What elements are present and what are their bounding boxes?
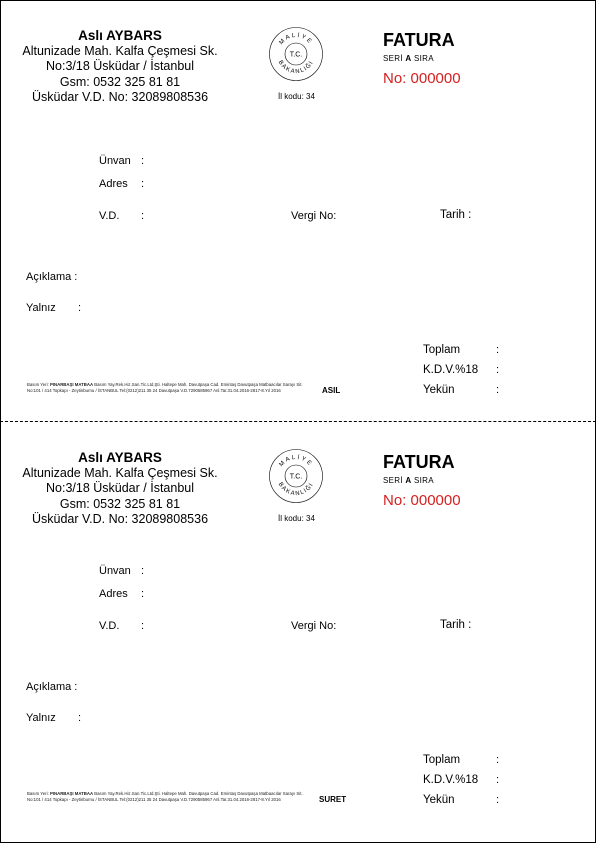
unvan-colon: : [141,565,145,577]
vd-label: V.D. [99,210,120,222]
series-letter: A [405,54,412,63]
issuer-address-line1: Altunizade Mah. Kalfa Çeşmesi Sk. [22,43,218,58]
printer-prefix: Basım Yeri: [27,791,49,796]
issuer-tax: Üsküdar V.D. No: 32089808536 [31,512,209,526]
printer-line1: Basım Yay.Rek.Hiz.San.Tic.Ltd.Şti. Haltepe Mah. Davutpaşa Cad. Emintaş Davutpaşa Matbaacılar Sarayı Sit. [94,382,303,387]
kdv-label: K.D.V.%18 [423,774,479,786]
vergi-no-label: Vergi No: [291,620,337,632]
issuer-name: Aslı AYBARS [78,450,162,465]
printer-line2: No:101 / 414 Topkapı - Zeytinburnu / İSTANBUL Tel:(0212)211 35 24 Davutpaşa V.D.7290585967 Anl.Tar.31.04.2016-2817-8.Yıl 2016 [27,388,281,393]
kdv-label: K.D.V.%18 [423,364,479,376]
vd-label: V.D. [99,620,120,632]
yalniz-label: Yalnız [26,712,56,724]
yekun-colon: : [496,794,500,806]
issuer-phone: Gsm: 0532 325 81 81 [59,496,181,511]
invoice-duplicate [0,422,596,844]
series-prefix: SERİ [383,476,403,485]
series-suffix: SIRA [414,54,434,63]
invoice-number: No: 000000 [383,492,461,509]
svg-text:T.C.: T.C. [289,473,303,481]
invoice-number: No: 000000 [383,70,461,87]
vd-colon: : [141,210,145,222]
toplam-label: Toplam [423,754,461,766]
yekun-label: Yekün [423,384,455,396]
ministry-seal [268,26,324,82]
svg-text:BAKANLIĞI: BAKANLIĞI [276,481,316,498]
issuer-block [0,450,240,528]
unvan-label: Ünvan [99,565,131,577]
yekun-label: Yekün [423,794,455,806]
invoice-title: FATURA [383,452,455,472]
printer-prefix: Basım Yeri: [27,382,49,387]
svg-text:T.C.: T.C. [289,51,303,59]
seal-graphic [268,26,324,82]
printer-line2: No:101 / 414 Topkapı - Zeytinburnu / İSTANBUL Tel:(0212)211 35 24 Davutpaşa V.D.7290585967 Anl.Tar.31.04.2016-2817-8.Yıl 2016 [27,797,281,802]
adres-label: Adres [99,178,128,190]
copy-label-duplicate: SURET [319,795,347,804]
printer-name: PINARBAŞI MATBAA [49,791,94,796]
adres-label: Adres [99,588,128,600]
svg-text:BAKANLIĞI: BAKANLIĞI [276,59,316,76]
issuer-name: Aslı AYBARS [78,28,162,43]
vergi-no-label: Vergi No: [291,210,337,222]
seal-graphic [268,448,324,504]
issuer-block [0,28,240,106]
printer-name: PINARBAŞI MATBAA [49,382,94,387]
vd-colon: : [141,620,145,632]
toplam-colon: : [496,344,500,356]
issuer-phone: Gsm: 0532 325 81 81 [59,74,181,89]
tarih-label: Tarih : [440,209,472,221]
printer-line1: Basım Yay.Rek.Hiz.San.Tic.Ltd.Şti. Haltepe Mah. Davutpaşa Cad. Emintaş Davutpaşa Matbaacılar Sarayı Sit. [94,791,303,796]
yekun-colon: : [496,384,500,396]
kdv-colon: : [496,774,500,786]
kdv-colon: : [496,364,500,376]
aciklama-label: Açıklama : [26,271,78,283]
tarih-label: Tarih : [440,619,472,631]
unvan-label: Ünvan [99,155,131,167]
unvan-colon: : [141,155,145,167]
yalniz-colon: : [78,302,82,314]
invoice-series [383,54,434,63]
yalniz-label: Yalnız [26,302,56,314]
aciklama-label: Açıklama : [26,681,78,693]
ministry-seal [268,448,324,504]
toplam-colon: : [496,754,500,766]
adres-colon: : [141,588,145,600]
il-kodu: İl kodu: 34 [278,514,315,523]
invoice-series [383,476,434,485]
yalniz-colon: : [78,712,82,724]
series-suffix: SIRA [414,476,434,485]
issuer-address-line1: Altunizade Mah. Kalfa Çeşmesi Sk. [22,465,218,480]
adres-colon: : [141,178,145,190]
series-prefix: SERİ [383,54,403,63]
toplam-label: Toplam [423,344,461,356]
svg-text:MALİYE: MALİYE [278,32,314,47]
invoice-title: FATURA [383,30,455,50]
issuer-address-line2: No:3/18 Üsküdar / İstanbul [46,481,194,495]
printer-imprint [27,791,303,803]
series-letter: A [405,476,412,485]
printer-imprint [27,382,303,394]
issuer-address-line2: No:3/18 Üsküdar / İstanbul [46,59,194,73]
svg-text:MALİYE: MALİYE [278,454,314,469]
il-kodu: İl kodu: 34 [278,92,315,101]
copy-label-original: ASIL [322,386,341,395]
issuer-tax: Üsküdar V.D. No: 32089808536 [31,90,209,104]
